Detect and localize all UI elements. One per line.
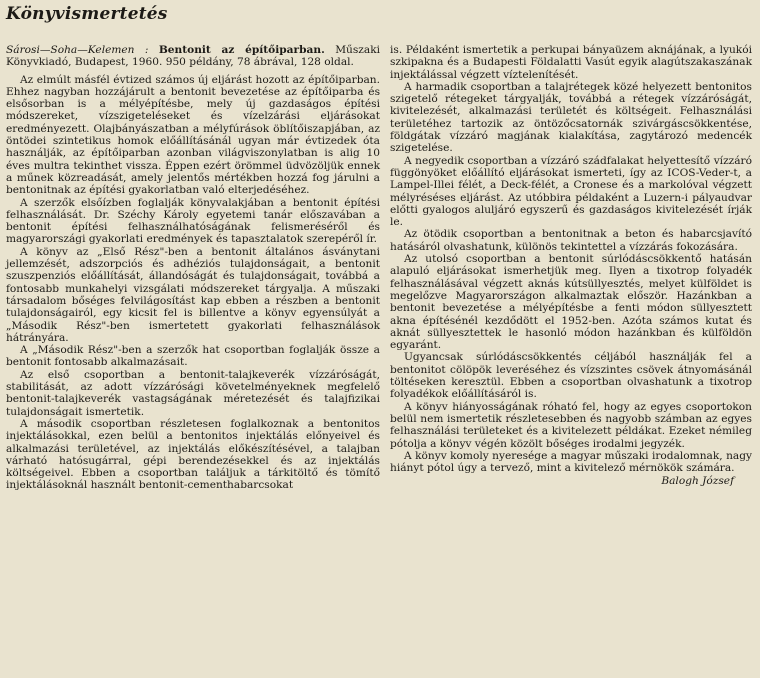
right-column bbox=[390, 44, 752, 488]
paragraph: Az első csoportban a bentonit-talajkeverék vízzáróságát, stabilitását, az adott vízzárósági követelményeknek megfelelő bentonit-talajkeverék vastagságának méretezését és talajfizikai tulajdonságait ismertetik. bbox=[6, 368, 380, 418]
paragraph: A harmadik csoportban a talajrétegek közé helyezett bentonitos szigetelő rétegeket tárgyalják, továbbá a rétegek vízzáróságát, kivitelezését, alkalmazási területét és költségeit. Felhasználási területéhez tartozik az öntözőcsatornák szivárgáscsökkentése, földgátak vízzáró magjának kialakítása, zagytározó medencék szigetelése. bbox=[390, 80, 752, 155]
paragraph: Az utolsó csoportban a bentonit súrlódáscsökkentő hatásán alapuló eljárásokat ismerhetjük meg. Ilyen a tixotrop folyadék felhasználásával végzett aknás kútsüllyesztés, melyet külföldet is megelőzve Magyarországon alkalmaztak először. Hazánkban a bentonit bevezetése a mélyépítésbe a fenti módon süllyesztett akna építésénél kezdődött el 1952-ben. Azóta számos kutat és aknát süllyesztettek le hasonló módon hazánkban és külföldön egyaránt. bbox=[390, 253, 752, 352]
paragraph: A könyv az „Első Rész"-ben a bentonit általános ásványtani jellemzését, adszorpciós és adhéziós tulajdonságait, a bentonit szuszpenziós előállítását, állandóságát és tulajdonságait, továbbá a fontosabb munkahelyi vizsgálati módszereket tárgyalja. A műszaki társadalom bőséges felvilágosítást kap ebben a részben a bentonit tulajdonságairól, egy kicsit fel is billentve a könyv egyensúlyát a „Második Rész"-ben ismertetett gyakorlati felhasználások hátrányára. bbox=[6, 245, 380, 344]
paragraph: A második csoportban részletesen foglalkoznak a bentonitos injektálásokkal, ezen belül a bentonitos injektálás előnyeivel és alkalmazási területével, az injektálás előkészítésével, a talajban várható hatósugárral, gépi berendezésekkel és az injektálás költségeivel. Ebben a csoportban találjuk a tárkitöltő és tömítő injektálásoknál használt bentonit-cementhabarcsokat bbox=[6, 417, 380, 492]
paragraph-continuation: is. Példaként ismertetik a perkupai bányaüzem aknájának, a lyukói szkipakna és a Budapesti Földalatti Vasút egyik alagútszakaszának injektálással végzett víztelenítését. bbox=[390, 44, 752, 81]
paragraph: Ugyancsak súrlódáscsökkentés céljából használják fel a bentonitot cölöpök leveréséhez és vízszintes csövek átnyomásánál töltéseken keresztül. Ebben a csoportban olvashatunk a tixotrop folyadékok előállításáról is. bbox=[390, 351, 752, 401]
paragraph: A „Második Rész"-ben a szerzők hat csoportban foglalják össze a bentonit fontosabb alkalmazásait. bbox=[6, 344, 380, 369]
paragraph: Az ötödik csoportban a bentonitnak a beton és habarcsjavító hatásáról olvashatunk, különös tekintettel a vízzárás fokozására. bbox=[390, 228, 752, 253]
book-citation bbox=[6, 44, 380, 69]
citation-details: Műszaki Könyvkiadó, Budapest, 1960. 950 példány, 78 ábrával, 128 oldal. bbox=[6, 44, 380, 69]
citation-authors: Sárosi—Soha—Kelemen : bbox=[6, 44, 149, 56]
paragraph: A szerzők elsőízben foglalják könyvalakjában a bentonit építési felhasználását. Dr. Széchy Károly egyetemi tanár előszavában a bentonit építési felhasználhatóságának felismeréséről és magyarországi gyakorlati eredmények és tapasztalatok szerepéről ír. bbox=[6, 196, 380, 246]
left-column bbox=[6, 44, 380, 492]
paragraph: Az elmúlt másfél évtized számos új eljárást hozott az építőiparban. Ehhez nagyban hozzájárult a bentonit bevezetése az építőiparba és elsősorban is a mélyépítésbe, mely új gazdaságos építési módszereket, vízszigeteléseket és vízelzárási eljárásokat eredményezett. Olajbányászatban a mélyfúrások öblítőiszapjában, az öntödei szintetikus homok előállításánál ugyan már évtizedek óta használják, az építőiparban azonban világviszonylatban is alig 10 éves multra tekinthet vissza. Éppen ezért örömmel üdvözöljük ennek a műnek közreadását, amely jelentős mértékben hozzá fog járulni a bentonitnak az építési gyakorlatban való elterjedéséhez. bbox=[6, 73, 380, 197]
citation-book-title: Bentonit az építőiparban. bbox=[158, 44, 325, 56]
paragraph: A negyedik csoportban a vízzáró szádfalakat helyettesítő vízzáró függönyöket előállító eljárásokat ismerteti, így az ICOS-Veder-t, a Lampel-Illei félét, a Deck-félét, a Cronese és a markolóval végzett mélyréséses eljárást. Az utóbbira példaként a Luzern-i pályaudvar előtti gyalogos aluljáró egyszerű és gazdaságos kivitelezését írják le. bbox=[390, 154, 752, 229]
section-title: Könyvismertetés bbox=[6, 4, 168, 24]
paragraph: A könyv hiányosságának róható fel, hogy az egyes csoportokon belül nem ismertetik részletesebben és nagyobb számban az egyes felhasználási területeket és a kivitelezett példákat. Ezeket némileg pótolja a könyv végén közölt bőséges irodalmi jegyzék. bbox=[390, 400, 752, 450]
reviewer-signature: Balogh József bbox=[661, 475, 734, 488]
paragraph: A könyv komoly nyeresége a magyar műszaki irodalomnak, nagy hiányt pótol úgy a tervező, mint a kivitelező mérnökök számára. bbox=[390, 449, 752, 475]
